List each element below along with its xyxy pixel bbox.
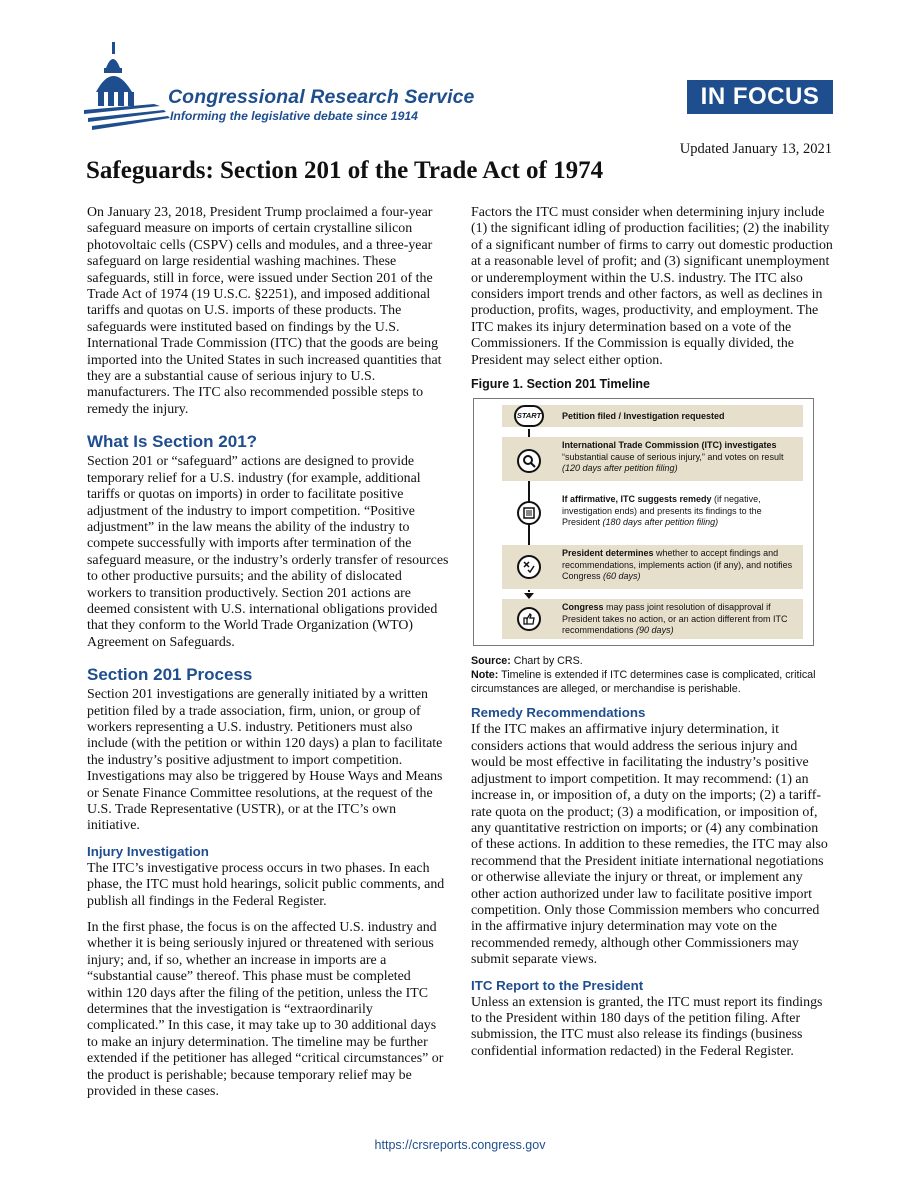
figure-note: Note: Timeline is extended if ITC determines case is complicated, critical circumstances are alleged, or merchandise is perishable. xyxy=(471,669,816,696)
what-paragraph: Section 201 or “safeguard” actions are designed to provide temporary relief for a U.S. industry (for example, additional tariffs or quotas on imports) in order to facilitate positive adjustment of the industry to import competition. “Positive adjustment” in the law means the ability of the industry to compete successfully with imports after termination of the safeguard measure, or the industry’s orderly transfer of resources to other productive pursuits; and the ability of dislocated workers to transition productively. Section 201 actions are deemed consistent with U.S. international obligations provided that they conform to the World Trade Organization (WTO) Agreement on Safeguards. xyxy=(87,454,449,650)
heading-remedy-recommendations: Remedy Recommendations xyxy=(471,705,646,721)
timeline-step-congress: Congress may pass joint resolution of disapproval if President takes no action, or an action different from ITC recommendations (90 days) xyxy=(502,599,803,639)
in-focus-badge: IN FOCUS xyxy=(687,80,833,114)
start-icon: START xyxy=(514,405,544,427)
timeline-figure xyxy=(473,398,814,646)
org-tagline: Informing the legislative debate since 1914 xyxy=(170,109,418,123)
heading-itc-report: ITC Report to the President xyxy=(471,977,644,993)
injury-paragraph-2: In the first phase, the focus is on the affected U.S. industry and whether it is being seriously injured or threatened with serious injury; and, if so, whether an increase in imports are a “substantial cause” thereof. This phase must be completed within 120 days after the filing of the petition, unless the ITC determines that the investigation is “extraordinarily complicated.” In this case, it may take up to 30 additional days to make an injury determination. The timeline may be further extended if the petitioner has alleged “critical circumstances” or the product is perishable; because temporary relief may be provided in these cases. xyxy=(87,920,444,1100)
report-paragraph: Unless an extension is granted, the ITC must report its findings to the President within 180 days of the petition filing. After submission, the ITC must also release its findings (business confidential information redacted) in the Federal Register. xyxy=(471,994,823,1059)
org-name: Congressional Research Service xyxy=(168,86,475,108)
capitol-dome-icon xyxy=(84,40,174,132)
heading-injury-investigation: Injury Investigation xyxy=(87,843,209,859)
injury-paragraph-1: The ITC’s investigative process occurs in two phases. In each phase, the ITC must hold hearings, solicit public comments, and publish all findings in the Federal Register. xyxy=(87,860,445,909)
intro-paragraph: On January 23, 2018, President Trump proclaimed a four-year safeguard measure on imports of certain crystalline silicon photovoltaic cells (CSPV) cells and modules, and a three-year safeguard on large residential washing machines. These safeguards, still in force, were issued under Section 201 of the Trade Act of 1974 (19 U.S.C. §2251), and imposed additional tariffs and quotas on U.S. imports of these products. The safeguards were instituted based on findings by the U.S. International Trade Commission (ITC) that the goods are being imported into the United States in such increased quantities that they are a substantial cause of serious injury to U.S. manufacturers. The ITC also recommended possible steps to remedy the injury. xyxy=(87,205,442,417)
timeline-step-itc-remedy: If affirmative, ITC suggests remedy (if negative, investigation ends) and presents its findings to the President (180 days after petition filing) xyxy=(562,494,762,528)
page-title: Safeguards: Section 201 of the Trade Act of 1974 xyxy=(86,157,604,184)
timeline-step-petition: Petition filed / Investigation requested xyxy=(502,405,803,427)
right-column xyxy=(471,205,833,1067)
left-column xyxy=(87,205,449,1108)
footer-url[interactable]: https://crsreports.congress.gov xyxy=(374,1138,546,1152)
process-paragraph: Section 201 investigations are generally initiated by a written petition filed by a trade association, firm, union, or group of workers representing a U.S. industry. Petitioners must also include (with the petition or within 120 days) a plan to facilitate the industry’s positive adjustment to import competition. Investigations may also be triggered by House Ways and Means or Senate Finance Committee resolutions, at the request of the U.S. Trade Representative (USTR), or at the ITC’s own initiative. xyxy=(87,687,443,834)
remedy-paragraph: If the ITC makes an affirmative injury determination, it considers actions that would address the serious injury and would be most effective in facilitating the industry’s positive adjustment to import competition. It may recommend: (1) an increase in, or imposition of, a duty on the imports; (2) a tariff-rate quota on the product; (3) a modification, or imposition of, any quantitative restriction on imports; or (4) any combination of these actions. In addition to these remedies, the ITC may also recommend that the President initiate international negotiations or otherwise alleviate the injury or threat, or implement any other action authorized under law to facilitate positive import competition. Only those Commission members who concurred in the affirmative injury determination may vote on the recommended remedy, although other Commissioners may submit separate views. xyxy=(471,722,828,968)
figure-title: Figure 1. Section 201 Timeline xyxy=(471,377,650,392)
updated-date: Updated January 13, 2021 xyxy=(679,141,832,157)
timeline-step-itc-investigates: International Trade Commission (ITC) investigates “substantial cause of serious injury,” and votes on result (120 days after petition filing) xyxy=(502,437,803,481)
factors-paragraph: Factors the ITC must consider when determining injury include (1) the significant idling of production facilities; (2) the inability of a significant number of firms to carry out domestic production at a reasonable level of profit; and (3) significant unemployment or underemployment within the U.S. industry. The ITC also considers import trends and other factors, as well as declines in production, profits, wages, productivity, and employment. The ITC makes its injury determination based on a vote of the Commissioners. If the Commission is equally divided, the President may select either option. xyxy=(471,205,833,368)
figure-source: Source: Chart by CRS. xyxy=(471,655,583,668)
heading-what-is-section-201: What Is Section 201? xyxy=(87,432,258,452)
heading-section-201-process: Section 201 Process xyxy=(87,665,253,685)
timeline-step-president: President determines whether to accept findings and recommendations, implements action (if any), and notifies Congress (60 days) xyxy=(502,545,803,589)
